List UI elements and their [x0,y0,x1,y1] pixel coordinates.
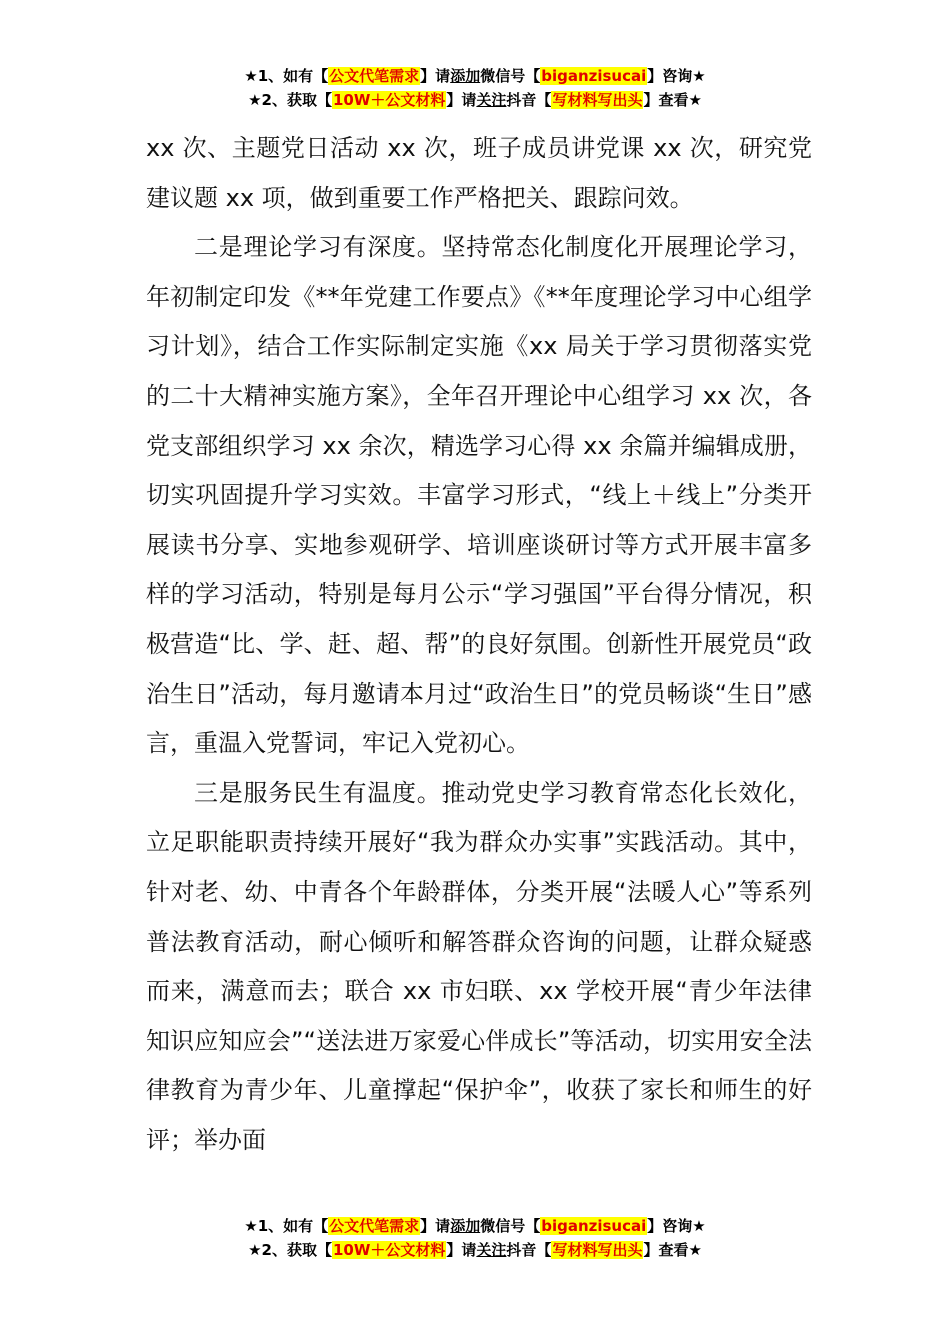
highlight-text: 写材料写出头 [552,91,643,109]
underlined-text: 添加 [450,67,481,85]
footer-banner-line-1: ★1、如有【公文代笔需求】请添加微信号【biganzisucai】咨询★ [244,1217,706,1235]
paragraph-continuation: xx 次、主题党日活动 xx 次，班子成员讲党课 xx 次，研究党建议题 xx 项，做到重要工作严格把关、跟踪问效。 [146,134,812,212]
highlight-text: biganzisucai [541,1217,647,1235]
highlight-text: 10W＋公文材料 [332,91,446,109]
header-banner-line-1: ★1、如有【公文代笔需求】请添加微信号【biganzisucai】咨询★ [244,67,706,85]
highlight-text: 写材料写出头 [552,1241,643,1259]
footer-banner [0,1214,950,1262]
highlight-text: 公文代笔需求 [329,67,420,85]
paragraph-theory-study: 二是理论学习有深度。坚持常态化制度化开展理论学习，年初制定印发《**年党建工作要点》《**年度理论学习中心组学习计划》，结合工作实际制定实施《xx 局关于学习贯彻落实党的二十大精神实施方案》，全年召开理论中心组学习 xx 次，各党支部组织学习 xx 余次，精选学习心得 xx 余篇并编辑成册，切实巩固提升学习实效。丰富学习形式，“线上＋线上”分类开展读书分享、实地参观研学、培训座谈研讨等方式开展丰富多样的学习活动，特别是每月公示“学习强国”平台得分情况，积极营造“比、学、赶、超、帮”的良好氛围。创新性开展党员“政治生日”活动，每月邀请本月过“政治生日”的党员畅谈“生日”感言，重温入党誓词，牢记入党初心。 [146,233,812,758]
underlined-text: 关注 [476,1241,507,1259]
highlight-text: 10W＋公文材料 [332,1241,446,1259]
underlined-text: 添加 [450,1217,481,1235]
footer-banner-line-2: ★2、获取【10W＋公文材料】请关注抖音【写材料写出头】查看★ [248,1241,702,1259]
document-body [146,124,812,1165]
header-banner-line-2: ★2、获取【10W＋公文材料】请关注抖音【写材料写出头】查看★ [248,91,702,109]
highlight-text: biganzisucai [541,67,647,85]
highlight-text: 公文代笔需求 [329,1217,420,1235]
header-banner [0,64,950,112]
paragraph-public-service: 三是服务民生有温度。推动党史学习教育常态化长效化，立足职能职责持续开展好“我为群众办实事”实践活动。其中，针对老、幼、中青各个年龄群体，分类开展“法暖人心”等系列普法教育活动，耐心倾听和解答群众咨询的问题，让群众疑惑而来，满意而去；联合 xx 市妇联、xx 学校开展“青少年法律知识应知应会”“送法进万家爱心伴成长”等活动，切实用安全法律教育为青少年、儿童撑起“保护伞”，收获了家长和师生的好评；举办面 [146,778,812,1154]
underlined-text: 关注 [476,91,507,109]
